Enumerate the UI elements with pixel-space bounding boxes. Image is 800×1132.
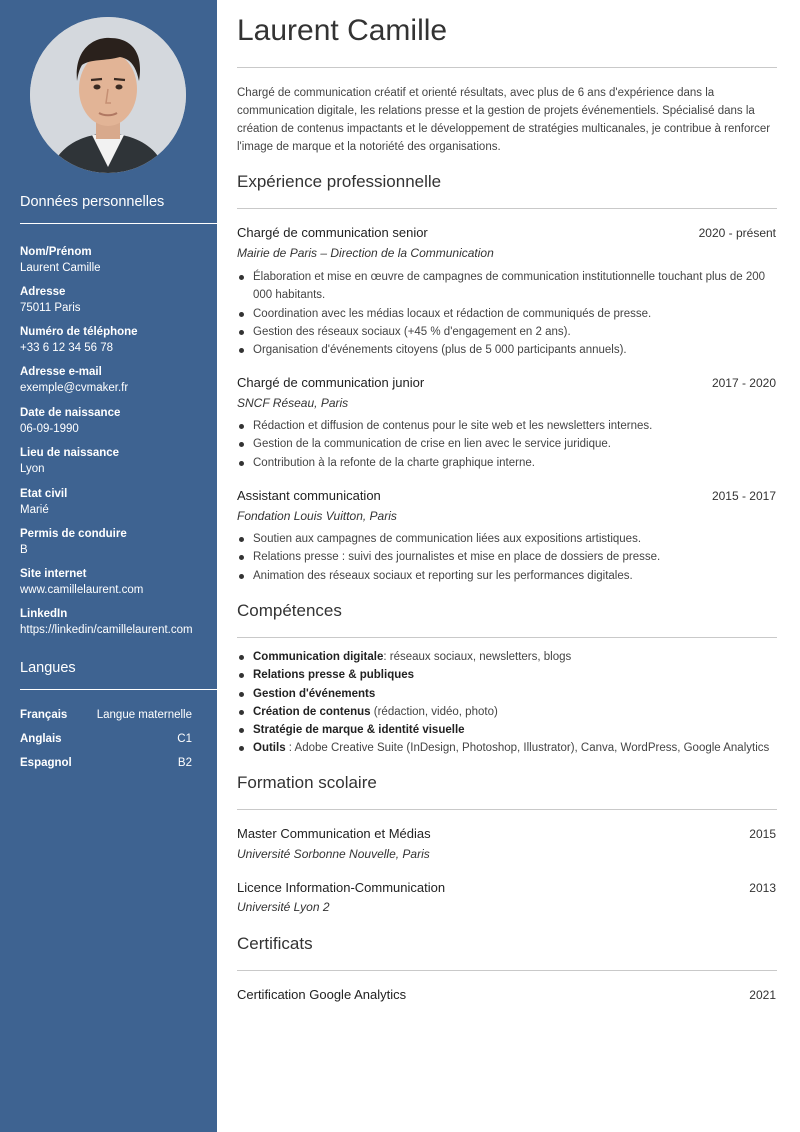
list-item: Gestion des réseaux sociaux (+45 % d'engagement en 2 ans). [237, 323, 777, 341]
language-level: Langue maternelle [96, 709, 192, 721]
personal-label: Nom/Prénom [20, 246, 92, 258]
personal-item-civil-status [20, 486, 215, 518]
personal-value: Marié [20, 504, 49, 516]
personal-value: Lyon [20, 463, 45, 475]
language-name: Anglais [20, 733, 62, 745]
skill-name: Communication digitale [253, 651, 384, 663]
personal-label: Etat civil [20, 488, 68, 500]
degree-title: Master Communication et Médias [237, 826, 431, 841]
personal-value: 06-09-1990 [20, 423, 79, 435]
personal-value: Laurent Camille [20, 262, 101, 274]
language-row [20, 757, 192, 773]
education-heading: Formation scolaire [237, 773, 377, 792]
job-dates: 2020 - présent [698, 226, 776, 240]
personal-label: Site internet [20, 568, 87, 580]
personal-item-license [20, 526, 215, 558]
personal-label: Permis de conduire [20, 528, 127, 540]
skill-name: Création de contenus [253, 705, 371, 718]
skill-name: Outils [253, 742, 286, 755]
list-item: Soutien aux campagnes de communication liées aux expositions artistiques. [237, 530, 777, 548]
job-bullets [237, 417, 777, 472]
certificate-name: Certification Google Analytics [237, 987, 407, 1002]
personal-label: Numéro de téléphone [20, 326, 138, 338]
degree-title: Licence Information-Communication [237, 880, 446, 895]
school-name: Université Sorbonne Nouvelle, Paris [237, 847, 430, 861]
personal-item-address [20, 284, 215, 316]
profile-photo [30, 17, 186, 173]
list-item: Coordination avec les médias locaux et rédaction de communiqués de presse. [237, 305, 777, 323]
divider [20, 689, 217, 690]
divider [237, 809, 777, 810]
certificates-heading: Certificats [237, 934, 313, 953]
language-level: C1 [177, 733, 192, 745]
skills-list [237, 648, 777, 758]
personal-label: Adresse [20, 286, 66, 298]
certificate-year: 2021 [749, 988, 776, 1002]
profile-summary: Chargé de communication créatif et orienté résultats, avec plus de 6 ans d'expérience dans la communication digitale, les relations presse et la gestion de projets événementiels. Spécialisé dans la création de contenus impactants et le développement de stratégies multicanales, je contribue à renforcer l'image de marque et la notoriété des organisations. [237, 87, 771, 153]
skill-item [237, 703, 777, 721]
person-name: Laurent Camille [237, 14, 448, 47]
personal-item-name [20, 244, 215, 276]
skill-item [237, 685, 777, 703]
job-dates: 2015 - 2017 [711, 489, 776, 503]
job-dates: 2017 - 2020 [711, 376, 776, 390]
skills-heading: Compétences [237, 601, 342, 620]
personal-value: B [20, 544, 28, 556]
skill-detail: (rédaction, vidéo, photo) [370, 705, 498, 718]
skill-name: Relations presse & publiques [253, 669, 415, 682]
list-item: Animation des réseaux sociaux et reporting sur les performances digitales. [237, 567, 777, 585]
languages-heading: Langues [20, 660, 76, 676]
skill-item [237, 721, 777, 739]
job-bullets [237, 268, 777, 359]
personal-value: exemple@cvmaker.fr [20, 382, 129, 394]
list-item: Contribution à la refonte de la charte graphique interne. [237, 454, 777, 472]
personal-item-phone [20, 324, 215, 356]
personal-label: LinkedIn [20, 608, 68, 620]
personal-item-birthplace [20, 445, 215, 477]
list-item: Gestion de la communication de crise en lien avec le service juridique. [237, 435, 777, 453]
skill-name: Stratégie de marque & identité visuelle [253, 724, 465, 737]
personal-value: www.camillelaurent.com [20, 584, 144, 596]
school-name: Université Lyon 2 [237, 900, 330, 914]
skill-item [237, 739, 777, 757]
personal-value: 75011 Paris [20, 302, 81, 314]
skill-detail: : Adobe Creative Suite (InDesign, Photoshop, Illustrator), Canva, WordPress, Google Analytics [285, 742, 770, 755]
job-title: Chargé de communication senior [237, 225, 428, 240]
job-title: Chargé de communication junior [237, 375, 425, 390]
personal-label: Adresse e-mail [20, 366, 102, 378]
personal-item-linkedin [20, 606, 215, 638]
experience-heading: Expérience professionnelle [237, 172, 442, 191]
job-bullets [237, 530, 777, 585]
divider [237, 208, 777, 209]
job-organization: Mairie de Paris – Direction de la Communication [237, 246, 494, 260]
skill-item [237, 648, 777, 666]
personal-value: +33 6 12 34 56 78 [20, 342, 114, 354]
skill-item [237, 666, 777, 684]
list-item: Élaboration et mise en œuvre de campagnes de communication institutionnelle touchant plus de 200 000 habitants. [237, 268, 777, 305]
divider [237, 67, 777, 68]
degree-year: 2013 [749, 881, 776, 895]
language-row [20, 709, 192, 725]
skill-detail: : réseaux sociaux, newsletters, blogs [383, 651, 572, 663]
personal-item-birthdate [20, 405, 215, 437]
personal-value: https://linkedin/camillelaurent.com [20, 624, 193, 636]
degree-year: 2015 [749, 827, 776, 841]
personal-data-heading: Données personnelles [20, 194, 165, 210]
divider [237, 970, 777, 971]
job-organization: SNCF Réseau, Paris [237, 396, 349, 410]
list-item: Relations presse : suivi des journalistes et mise en place de dossiers de presse. [237, 548, 777, 566]
language-level: B2 [177, 757, 192, 769]
language-name: Français [20, 709, 68, 721]
list-item: Organisation d'événements citoyens (plus de 5 000 participants annuels). [237, 341, 777, 359]
personal-label: Lieu de naissance [20, 447, 120, 459]
divider [237, 637, 777, 638]
job-organization: Fondation Louis Vuitton, Paris [237, 509, 397, 523]
language-name: Espagnol [20, 757, 72, 769]
personal-item-website [20, 566, 215, 598]
personal-label: Date de naissance [20, 407, 121, 419]
sidebar [0, 0, 217, 1132]
skill-name: Gestion d'événements [253, 687, 376, 700]
list-item: Rédaction et diffusion de contenus pour le site web et les newsletters internes. [237, 417, 777, 435]
divider [20, 223, 217, 224]
language-row [20, 733, 192, 749]
job-title: Assistant communication [237, 488, 381, 503]
personal-item-email [20, 364, 215, 396]
